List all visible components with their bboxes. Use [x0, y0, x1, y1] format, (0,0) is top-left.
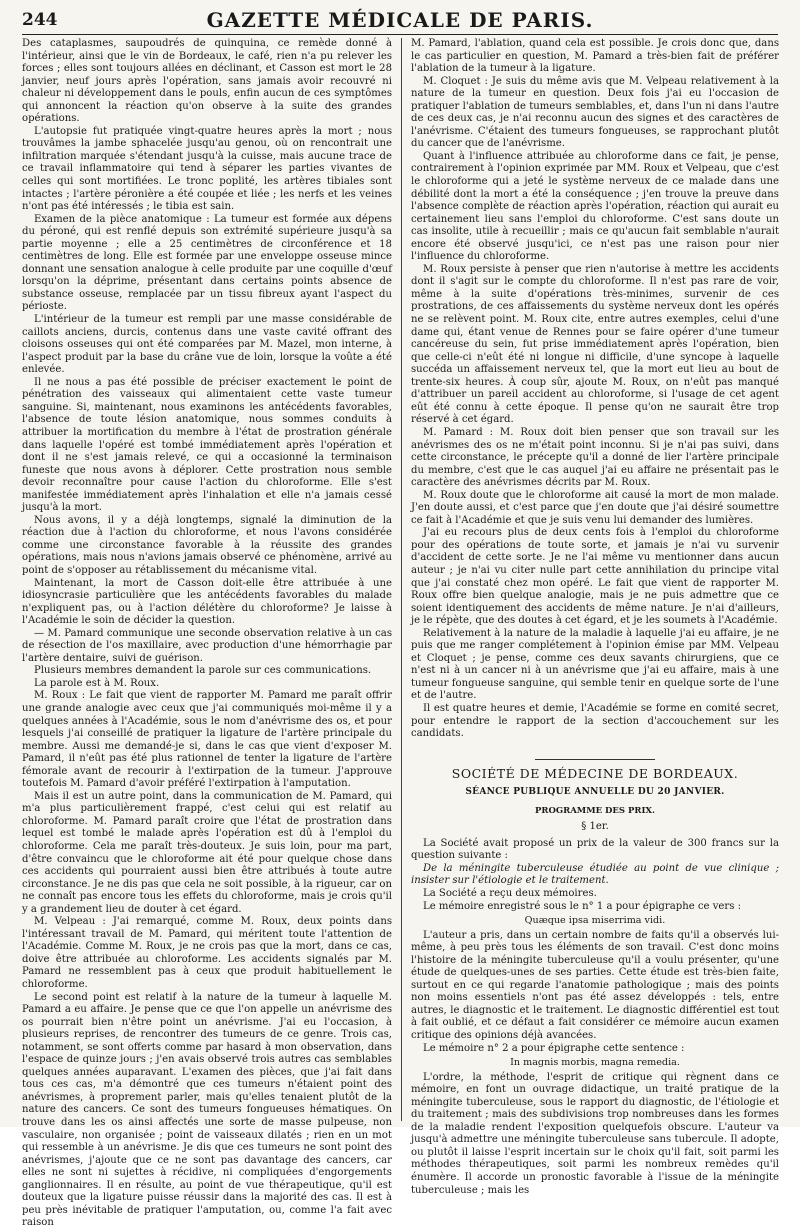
- article-paragraph: Des cataplasmes, saupoudrés de quinquina, ce remède donné à l'intérieur, ainsi que le vin de Bordeaux, le café, rien n'a pu relever les forces ; elles sont toujours allées en déclinant, et Casson est mort le 28 janvier, neuf jours après l'opération, sans jamais avoir recouvré ni chaleur ni développement dans le pouls, enfin aucun de ces symptômes qui annoncent la réaction qu'on observe à la suite des grandes opérations.: [22, 38, 392, 125]
- page-number: 244: [22, 10, 58, 30]
- prize-intro: La Société avait proposé un prix de la valeur de 300 francs sur la question suivante :: [411, 837, 779, 862]
- left-column: [22, 38, 392, 1229]
- article-paragraph: M. Roux persiste à penser que rien n'autorise à mettre les accidents dont il s'agit sur le compte du chloroforme. Il n'est pas rare de voir, même à la suite d'opérations très-minimes, survenir de ces prostrations, de ces affaissements du système nerveux dont les opérés ne se relèvent point. M. Roux cite, entre autres exemples, celui d'une dame qui, étant venue de Rennes pour se faire opérer d'une tumeur cancéreuse du sein, fut prise immédiatement après l'opération, bien que celle-ci n'eût été ni longue ni difficile, d'une syncope à laquelle succéda un affaissement nerveux tel, que la mort eut lieu au bout de trente-six heures. À coup sûr, ajoute M. Roux, on n'eût pas manqué d'attribuer un pareil accident au chloroforme, si l'usage de cet agent eût été connu à cette époque. Il pense qu'on ne saurait être trop réservé à cet égard.: [411, 263, 779, 426]
- article-paragraph: Mais il est un autre point, dans la communication de M. Pamard, qui m'a plus particulièrement frappé, c'est celui qui est relatif au chloroforme. M. Pamard paraît croire que l'état de prostration dans lequel est tombé le malade après l'opération est dû à l'emploi du chloroforme. Cela me paraît très-douteux. Je suis loin, pour ma part, d'être convaincu que le chloroforme ait été pour quelque chose dans ces accidents qui pourraient aussi bien être attribués à toute autre circonstance. Je ne dis pas que cela ne soit possible, à la rigueur, car on ne connaît pas encore tous les effets du chloroforme, mais je crois qu'il y a grandement lieu de douter à cet égard.: [22, 790, 392, 915]
- article-paragraph: M. Roux doute que le chloroforme ait causé la mort de mon malade. J'en doute aussi, et c'est parce que j'en doute que j'ai désiré soumettre ce fait à l'Académie et que je suis venu lui demander des lumières.: [411, 489, 779, 526]
- right-column: [411, 38, 779, 1196]
- section-header: [411, 759, 779, 834]
- paragraph-mark: § 1er.: [581, 821, 609, 833]
- masthead-title: GAZETTE MÉDICALE DE PARIS.: [206, 8, 594, 32]
- article-paragraph: Maintenant, la mort de Casson doit-elle être attribuée à une idiosyncrasie particulière que les antécédents favorables du malade n'expliquent pas, ou à l'action délétère du chloroforme? Je laisse à l'Académie le soin de décider la question.: [22, 577, 392, 627]
- article-paragraph: Examen de la pièce anatomique : La tumeur est formée aux dépens du péroné, qui est renflé depuis son extrémité supérieure jusqu'à sa partie moyenne ; elle a 25 centimètres de circonférence et 18 centimètres de long. Elle est formée par une enveloppe osseuse mince donnant une sensation analogue à celle produite par une coquille d'œuf lorsqu'on la déprime, présentant dans certains points absence de substance osseuse, remplacée par un tissu fibreux ayant l'aspect du périoste.: [22, 213, 392, 313]
- program-heading: PROGRAMME DES PRIX.: [535, 805, 655, 816]
- prize-question: De la méningite tuberculeuse étudiée au point de vue clinique ; insister sur l'étiologie et le traitement.: [411, 862, 779, 887]
- epigraph-1: Quæque ipsa miserrima vidi.: [524, 915, 666, 927]
- memoir-2-body: L'ordre, la méthode, l'esprit de critique qui règnent dans ce mémoire, en font un ouvrage didactique, un traité pratique de la méningite tuberculeuse, sous le rapport du diagnostic, de l'étiologie et du traitement ; mais des subdivisions trop nombreuses dans les formes de la maladie rendent l'exposition quelquefois obscure. L'auteur va jusqu'à admettre une méningite tuberculeuse sans tubercule. Il adopte, ou plutôt il laisse l'esprit incertain sur le choix qu'il fait, soit parmi les méthodes thérapeutiques, soit parmi les nombreux remèdes qu'il énumère. Il accorde un pronostic favorable à l'issue de la méningite tuberculeuse ; mais les: [411, 1071, 779, 1196]
- article-paragraph: La parole est à M. Roux.: [34, 677, 160, 689]
- article-paragraph: — M. Pamard communique une seconde observation relative à un cas de résection de l'os maxillaire, avec production d'une hémorrhagie par l'artère dentaire, suivi de guérison.: [22, 627, 392, 664]
- article-paragraph: M. Roux : Le fait que vient de rapporter M. Pamard me paraît offrir une grande analogie avec ceux que j'ai communiqués moi-même il y a quelques années à l'Académie, sous le nom d'anévrisme des os, et pour lesquels j'ai conseillé de pratiquer la ligature de l'artère principale du membre. Aussi me demandé-je si, dans le cas que vient d'exposer M. Pamard, il n'eût pas été plus rationnel de tenter la ligature de l'artère fémorale avant de recourir à l'extirpation de la tumeur. J'approuve toutefois M. Pamard d'avoir préféré l'extirpation à l'amputation.: [22, 690, 392, 790]
- memoir-1-body: L'auteur a pris, dans un certain nombre de faits qu'il a observés lui-même, à peu près tous les éléments de son travail. C'est donc moins l'histoire de la méningite tuberculeuse qu'il a voulu présenter, qu'une étude de quelques-unes de ses parties. Cette étude est très-bien faite, surtout en ce qui regarde l'anatomie pathologique ; mais des points non moins essentiels n'ont pas été assez développés : tels, entre autres, le diagnostic et le traitement. Le diagnostic différentiel est tout à fait oublié, et ce défaut a fait considérer ce mémoire aucun examen critique des opinions déjà avancées.: [411, 929, 779, 1042]
- article-paragraph: M. Pamard : M. Roux doit bien penser que son travail sur les anévrismes des os ne m'était point inconnu. Si je n'ai pas suivi, dans cette circonstance, le précepte qu'il a donné de lier l'artère principale du membre, c'est que le cas auquel j'ai eu affaire ne présentait pas le caractère des anévrismes décrits par M. Roux.: [411, 426, 779, 489]
- article-paragraph: J'ai eu recours plus de deux cents fois à l'emploi du chloroforme pour des opérations de toute sorte, et jamais je n'ai vu survenir d'accident de cette sorte. Je ne l'ai même vu mentionner dans aucun auteur ; je n'ai vu citer nulle part cette annihilation du principe vital que j'ai constaté chez mon opéré. Le fait que vient de rapporter M. Roux offre bien quelque analogie, mais je ne puis admettre que ce soient identiquement des accidents de même nature. Je n'ai d'ailleurs, je le répète, que des doutes à cet égard, et je les soumets à l'Académie.: [411, 527, 779, 627]
- memoir-1-intro: Le mémoire enregistré sous le n° 1 a pour épigraphe ce vers :: [423, 900, 741, 912]
- article-paragraph: Le second point est relatif à la nature de la tumeur à laquelle M. Pamard a eu affaire. Je pense que ce que l'on appelle un anévrisme des os pourrait bien n'être point un anévrisme. J'ai eu l'occasion, à plusieurs reprises, de rencontrer des tumeurs de ce genre. Trois cas, notamment, se sont offerts comme par hasard à mon observation, dans l'espace de quinze jours ; j'en avais observé trois autres cas semblables quelques années auparavant. L'examen des pièces, que j'ai fait dans tous ces cas, m'a démontré que ces tumeurs n'étaient point des anévrismes, à proprement parler, mais qu'elles tenaient plutôt de la nature des cancers. Ce sont des tumeurs fongueuses hématiques. On trouve dans les os ainsi affectés une sorte de masse pulpeuse, non vasculaire, non organisée ; point de vaisseaux dilatés ; rien en un mot qui ressemble à un anévrisme. Je dis que ces tumeurs ne sont point des anévrismes, j'ajoute que ce ne sont pas davantage des cancers, car elles ne sont ni sujettes à récidive, ni compliquées d'engorgements ganglionnaires. Il en résulte, au point de vue thérapeutique, qu'il est douteux que la ligature puisse réussir dans la majorité des cas. Il est à peu près inévitable de pratiquer l'amputation, ou, comme l'a fait avec raison: [22, 991, 392, 1229]
- article-paragraph: Nous avons, il y a déjà longtemps, signalé la diminution de la réaction due à l'action du chloroforme, et nous l'avons considérée comme une circonstance favorable à la réussite des grandes opérations, mais nous n'avions jamais observé ce phénomène, arrivé au point de s'opposer au rétablissement du mécanisme vital.: [22, 514, 392, 576]
- column-divider: [401, 38, 402, 1121]
- article-paragraph: Plusieurs membres demandent la parole sur ces communications.: [34, 665, 372, 677]
- article-paragraph: L'autopsie fut pratiquée vingt-quatre heures après la mort ; nous trouvâmes la jambe sphacelée jusqu'au genou, où on rencontrait une infiltration marquée s'étendant jusqu'à la cuisse, mais aucune trace de ce travail inflammatoire qui tend à séparer les parties vivantes de celles qui sont mortifiées. Le tronc poplité, les artères tibiales sont intactes ; l'artère péronière a été coupée et liée ; les nerfs et les veines n'ont pas été intéressés ; le tibia est sain.: [22, 125, 392, 213]
- article-paragraph: M. Pamard, l'ablation, quand cela est possible. Je crois donc que, dans le cas particulier en question, M. Pamard a très-bien fait de préférer l'ablation de la tumeur à la ligature.: [411, 38, 779, 75]
- article-paragraph: M. Velpeau : J'ai remarqué, comme M. Roux, deux points dans l'intéressant travail de M. Pamard, qui méritent toute l'attention de l'Académie. Comme M. Roux, je ne crois pas que la mort, dans ce cas, doive être attribuée au chloroforme. Les accidents signalés par M. Pamard ne ressemblent pas à ceux que produit habituellement le chloroforme.: [22, 916, 392, 991]
- section-rule: [535, 759, 655, 760]
- article-paragraph: Quant à l'influence attribuée au chloroforme dans ce fait, je pense, contrairement à l'opinion exprimée par MM. Roux et Velpeau, que c'est le chloroforme qui a jeté le système nerveux de ce malade dans une débilité dont la mort a été la conséquence ; j'en trouve la preuve dans l'absence complète de réaction après l'opération, réaction qui aurait eu certainement lieu sans l'emploi du chloroforme. C'est sans doute un cas insolite, utile à recueillir ; mais ce qu'aucun fait semblable n'aurait encore été observé jusqu'ici, ce n'est pas une raison pour nier l'influence du chloroforme.: [411, 150, 779, 263]
- article-paragraph: Relativement à la nature de la maladie à laquelle j'ai eu affaire, je ne puis que me ranger complétement à l'opinion émise par MM. Velpeau et Cloquet ; je pense, comme ces deux savants chirurgiens, que ce n'est ni à un cancer ni à un anévrisme que j'ai eu affaire, mais à une tumeur fongueuse sanguine, qui semble tenir en quelque sorte de l'une et de l'autre.: [411, 627, 779, 702]
- section-title: SOCIÉTÉ DE MÉDECINE DE BORDEAUX.: [451, 765, 739, 781]
- article-paragraph: Il ne nous a pas été possible de préciser exactement le point de pénétration des vaisseaux qui alimentaient cette vaste tumeur sanguine. Si, maintenant, nous examinons les antécédents favorables, l'absence de toute lésion anatomique, nous sommes conduits à attribuer la mortification du membre à l'état de prostration générale dans laquelle l'opéré est tombé immédiatement après l'opération et dont il ne s'est jamais relevé, ce qui a occasionné la terminaison funeste que nous avons à déplorer. Cette prostration nous semble devoir reconnaître pour cause l'action du chloroforme. Elle s'est manifestée immédiatement après l'inhalation et elle n'a jamais cessé jusqu'à la mort.: [22, 376, 392, 514]
- epigraph-2: In magnis morbis, magna remedia.: [510, 1057, 680, 1069]
- memoirs-received: La Société a reçu deux mémoires.: [423, 888, 597, 899]
- page-header: [22, 8, 778, 35]
- memoir-2-intro: Le mémoire n° 2 a pour épigraphe cette sentence :: [423, 1042, 685, 1054]
- article-paragraph: M. Cloquet : Je suis du même avis que M. Velpeau relativement à la nature de la tumeur en question. Deux fois j'ai eu l'occasion de pratiquer l'ablation de tumeurs semblables, et, dans l'un ni dans l'autre de ces deux cas, je n'ai reconnu aucun des signes et des caractères de l'anévrisme. C'étaient des tumeurs fongueuses, se rapprochant plutôt du cancer que de l'anévrisme.: [411, 75, 779, 150]
- article-paragraph: L'intérieur de la tumeur est rempli par une masse considérable de caillots anciens, durcis, contenus dans une vaste cavité offrant des cloisons osseuses qui ont été comparées par M. Mazel, mon interne, à l'aspect produit par la base du crâne vue de loin, lorsque la voûte a été enlevée.: [22, 314, 392, 376]
- article-paragraph: Il est quatre heures et demie, l'Académie se forme en comité secret, pour entendre le rapport de la section d'accouchement sur les candidats.: [411, 702, 779, 740]
- section-subtitle: SÉANCE PUBLIQUE ANNUELLE DU 20 JANVIER.: [465, 787, 725, 798]
